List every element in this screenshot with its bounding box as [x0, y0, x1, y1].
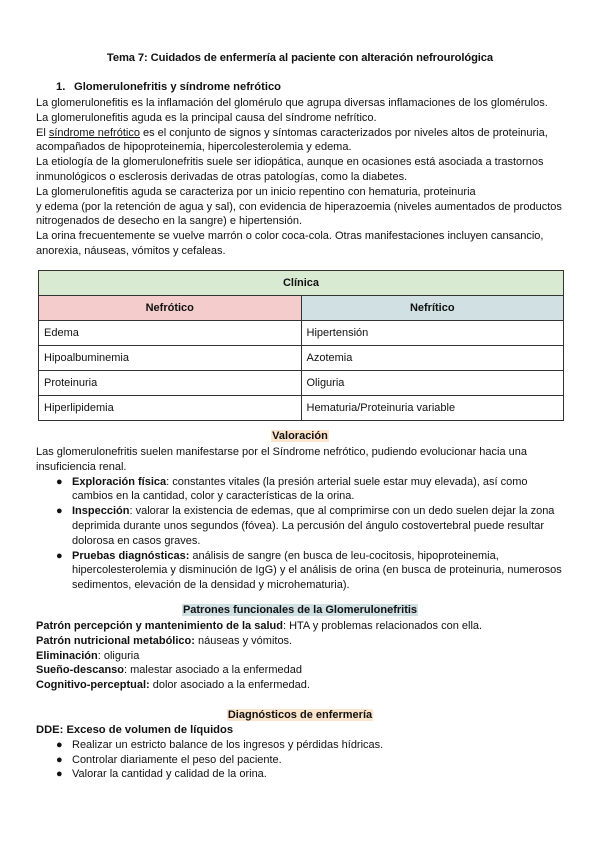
item-label: Exploración física	[72, 475, 167, 488]
section-number: 1.	[56, 81, 66, 93]
item-text: Realizar un estricto balance de los ingresos y pérdidas hídricas.	[72, 738, 384, 751]
patrones-heading: Patrones funcionales de la Glomerulonefritis	[182, 604, 418, 616]
table-cell: Hipertensión	[301, 321, 564, 346]
paragraph: y edema (por la retención de agua y sal), con evidencia de hiperazoemia (niveles aumentados de productos nitrogenados de desecho en la sangre) e hipertensión.	[36, 200, 562, 228]
header-nefrotico: Nefrótico	[39, 296, 302, 321]
header-nefritico: Nefrítico	[301, 296, 564, 321]
list-item	[56, 738, 564, 753]
pattern-item	[36, 619, 564, 634]
item-label: Eliminación	[36, 649, 98, 662]
table-row	[39, 321, 564, 346]
diagnosticos-heading: Diagnósticos de enfermería	[227, 709, 373, 721]
valoracion-heading-wrap	[36, 430, 564, 442]
text-span: El	[36, 126, 49, 139]
diagnosticos-heading-wrap	[36, 709, 564, 721]
paragraph: La glomerulonefitis aguda es la principal causa del síndrome nefrítico.	[36, 111, 377, 124]
diagnosticos-list	[36, 738, 564, 782]
list-item	[56, 475, 564, 505]
item-text: : oliguria	[97, 649, 140, 662]
item-label: Pruebas diagnósticas:	[72, 549, 190, 562]
clinica-table	[38, 270, 564, 421]
bullet-icon: ●	[56, 475, 63, 488]
table-cell: Proteinuria	[39, 371, 302, 396]
list-item	[56, 753, 564, 768]
table-row	[39, 371, 564, 396]
document-title: Tema 7: Cuidados de enfermería al paciente con alteración nefrourológica	[106, 52, 494, 64]
patrones-section	[36, 619, 564, 693]
item-label: Patrón nutricional metabólico:	[36, 634, 195, 647]
table-cell: Hematuria/Proteinuria variable	[301, 396, 564, 421]
pattern-item	[36, 649, 564, 664]
list-item	[56, 767, 564, 782]
pattern-item	[36, 634, 564, 649]
item-label: Inspección	[72, 505, 130, 518]
patrones-heading-wrap	[36, 604, 564, 616]
item-text: análisis de sangre (en busca de leu-cocitosis, hipoproteinemia, hipercolesterolemia y disminución de IgG) y el análisis de orina (en busca de proteinuria, numerosos sedimentos, elevación de la densidad y microhematuria).	[72, 549, 562, 592]
paragraph: La etiología de la glomerulonefritis suele ser idiopática, aunque en ocasiones está asociada a trastornos inmunológicos o esclerosis derivadas de otras patologías, como la diabetes.	[36, 156, 544, 183]
table-row	[39, 396, 564, 421]
item-text: Valorar la cantidad y calidad de la orina.	[72, 768, 267, 781]
item-label: Patrón percepción y mantenimiento de la salud	[36, 620, 283, 632]
table-cell: Hiperlipidemia	[39, 396, 302, 421]
section-heading	[56, 81, 281, 93]
valoracion-heading: Valoración	[272, 430, 328, 442]
bullet-icon: ●	[56, 753, 63, 766]
pattern-item	[36, 663, 564, 678]
paragraph: La orina frecuentemente se vuelve marrón o color coca-cola. Otras manifestaciones incluyen cansancio, anorexia, náuseas, vómitos y cefaleas.	[36, 230, 544, 257]
item-text: : malestar asociado a la enfermedad	[124, 664, 302, 677]
table-row	[39, 346, 564, 371]
diagnosis-subheading: DDE: Exceso de volumen de líquidos	[36, 724, 234, 736]
list-item	[56, 549, 564, 593]
item-text: : HTA y problemas relacionados con ella.	[282, 620, 483, 632]
table-cell: Edema	[39, 321, 302, 346]
item-text: náuseas y vómitos.	[194, 634, 293, 647]
table-cell: Oliguria	[301, 371, 564, 396]
item-text: Controlar diariamente el peso del paciente.	[72, 753, 282, 766]
diagnosticos-section	[36, 723, 564, 782]
table-title: Clínica	[39, 271, 564, 296]
section-title: Glomerulonefritis y síndrome nefrótico	[74, 81, 282, 93]
item-text: : constantes vitales (la presión arterial suele estar muy elevada), así como cambios en la cantidad, color y características de la orina.	[72, 475, 528, 503]
table-cell: Azotemia	[301, 346, 564, 371]
pattern-item	[36, 678, 564, 693]
paragraph: La glomerulonefitis aguda se caracteriza por un inicio repentino con hematuria, proteinuria	[36, 185, 476, 198]
paragraph: La glomerulonefitis es la inflamación del glomérulo que agrupa diversas inflamaciones de los glomérulos.	[36, 97, 548, 109]
paragraph	[36, 126, 564, 156]
bullet-icon: ●	[56, 505, 63, 518]
valoracion-list	[36, 475, 564, 593]
table-title-row	[39, 271, 564, 296]
bullet-icon: ●	[56, 768, 63, 781]
item-text: : valorar la existencia de edemas, que al comprimirse con un dedo suelen dejar la zona deprimida durante unos segundos (fóvea). La percusión del ángulo costovertebral puede resultar dolorosa en casos graves.	[72, 505, 555, 547]
item-label: Cognitivo-perceptual:	[36, 679, 150, 692]
text-span: es el conjunto de signos y síntomas caracterizados por niveles altos de proteinuria, acompañados de hipoproteinemia, hipercolesterolemia y edema.	[36, 126, 548, 154]
table-header-row	[39, 296, 564, 321]
list-item	[56, 504, 564, 548]
underlined-term: síndrome nefrótico	[48, 126, 140, 139]
item-label: Sueño-descanso	[36, 664, 125, 677]
table-cell: Hipoalbuminemia	[39, 346, 302, 371]
bullet-icon: ●	[56, 549, 63, 562]
intro-paragraphs	[36, 96, 564, 259]
paragraph: Las glomerulonefritis suelen manifestarse por el Síndrome nefrótico, pudiendo evolucionar hacia una insuficiencia renal.	[36, 446, 528, 473]
item-text: dolor asociado a la enfermedad.	[149, 679, 310, 692]
valoracion-section	[36, 445, 564, 593]
bullet-icon: ●	[56, 738, 63, 751]
